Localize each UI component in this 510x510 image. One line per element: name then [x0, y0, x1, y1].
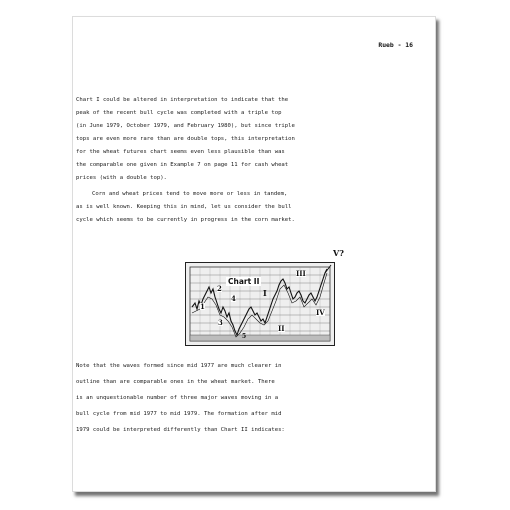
wave-label-5: 5	[242, 333, 247, 340]
wave-label-4: 4	[231, 294, 236, 303]
text-line: Corn and wheat prices tend to move more or less in tandem,	[92, 191, 288, 197]
text-line: 1979 could be interpreted differently than Chart II indicates:	[76, 427, 285, 433]
text-line: outline than are comparable ones in the wheat market. There	[76, 379, 275, 385]
text-line: prices (with a double top).	[76, 175, 167, 181]
text-line: for the wheat futures chart seems even less plausible than was	[76, 149, 285, 155]
page-header: Rueb - 16	[378, 41, 413, 49]
text-line: is an unquestionable number of three major waves moving in a	[76, 395, 279, 401]
text-line: tops are even more rare than are double tops, this interpretation	[76, 136, 295, 142]
text-line: Chart I could be altered in interpretation to indicate that the	[76, 97, 289, 103]
text-line: Note that the waves formed since mid 1977 are much clearer in	[76, 363, 282, 369]
text-line: cycle which seems to be currently in progress in the corn market.	[76, 217, 295, 223]
chart-title: Chart II	[228, 277, 260, 286]
text-line: peak of the recent bull cycle was completed with a triple top	[76, 110, 282, 116]
wave-label-iv: IV	[316, 308, 325, 317]
wave-label-3: 3	[218, 318, 223, 327]
wave-label-iii: III	[296, 269, 306, 278]
text-line: the comparable one given in Example 7 on page 11 for cash wheat	[76, 162, 289, 168]
chart-graphic	[186, 263, 334, 345]
wave-label-ii: II	[278, 324, 285, 333]
text-line: (in June 1979, October 1979, and February 1980), but since triple	[76, 123, 295, 129]
wave-label-1: 1	[200, 302, 205, 311]
chart-ii-figure	[185, 262, 335, 346]
text-line: bull cycle from mid 1977 to mid 1979. The formation after mid	[76, 411, 282, 417]
wave-label-i: I	[263, 288, 267, 298]
chart-annotation-v: V?	[333, 248, 344, 258]
wave-label-2: 2	[217, 284, 222, 293]
document-page	[72, 16, 436, 492]
text-line: as is well known. Keeping this in mind, let us consider the bull	[76, 204, 292, 210]
